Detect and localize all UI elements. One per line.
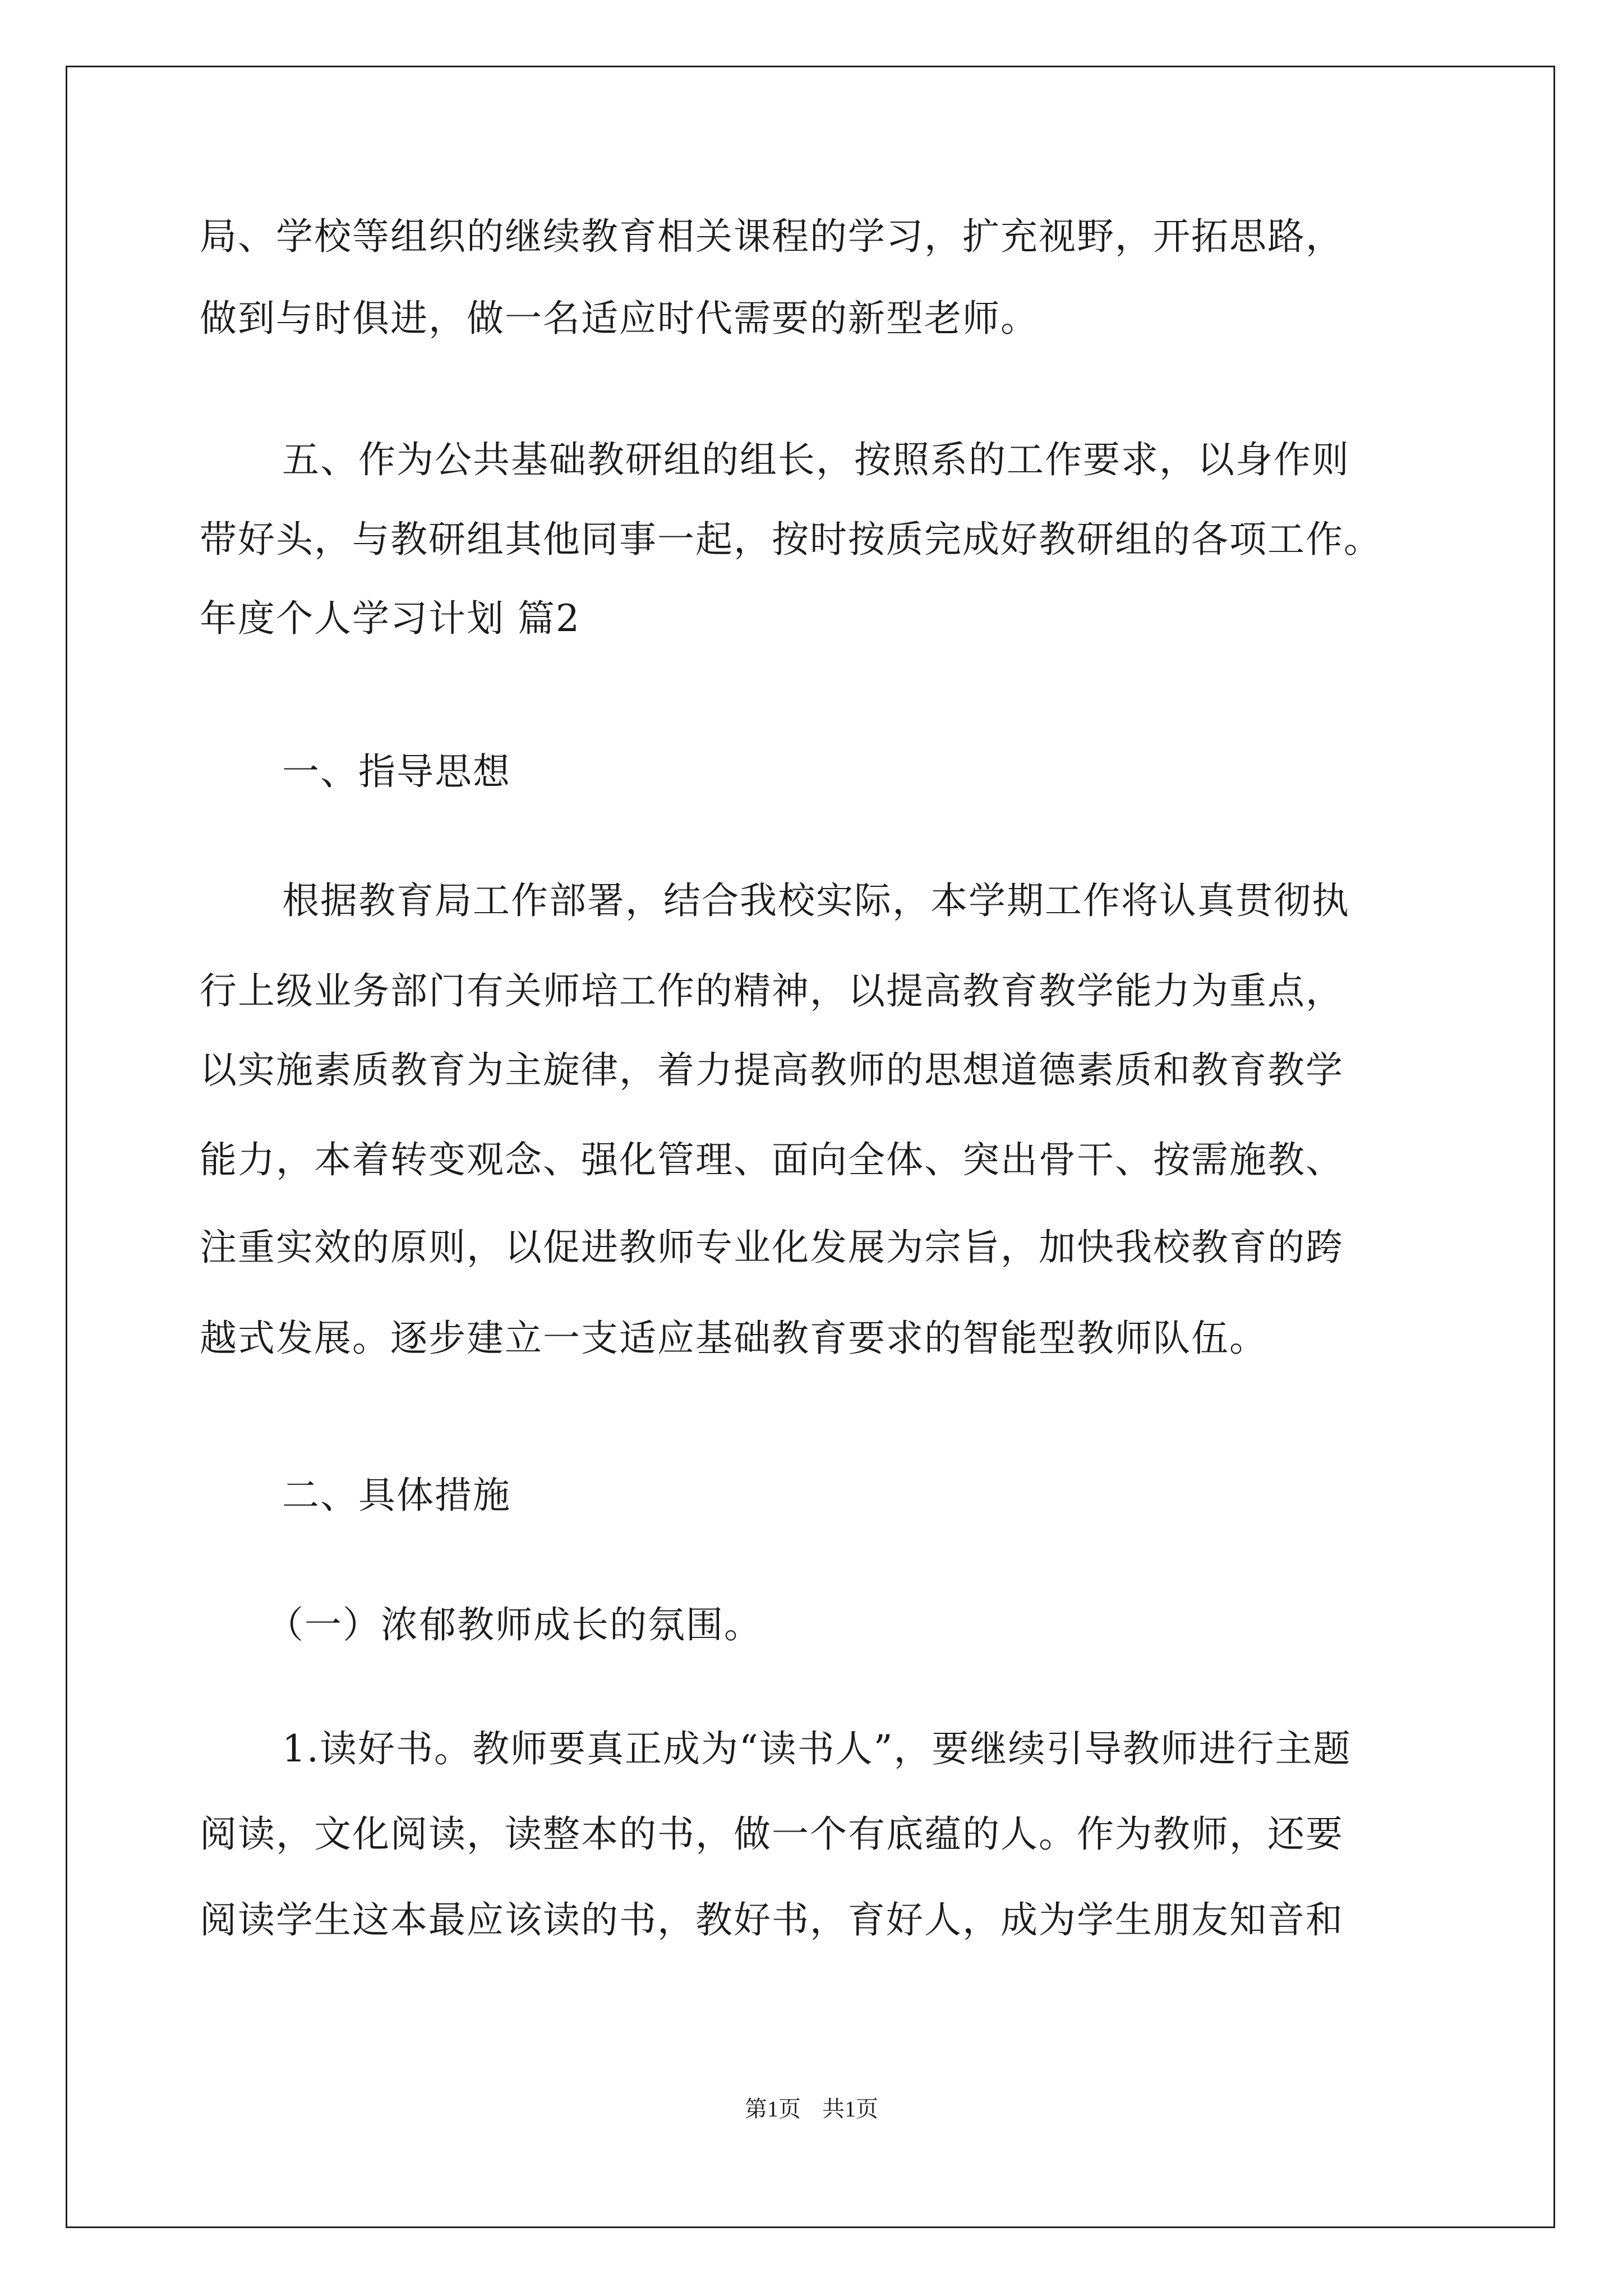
subheading: （一）浓郁教师成长的氛围。 (266, 1603, 762, 1646)
text-line: 做到与时俱进，做一名适应时代需要的新型老师。 (200, 297, 1039, 340)
text-line: 能力，本着转变观念、强化管理、面向全体、突出骨干、按需施教、 (200, 1138, 1344, 1181)
page-number: 第1页 (745, 2096, 801, 2122)
text-line: 阅读，文化阅读，读整本的书，做一个有底蕴的人。作为教师，还要 (200, 1812, 1344, 1856)
text-line: 根据教育局工作部署，结合我校实际，本学期工作将认真贯彻执 (282, 879, 1350, 922)
text-line: 注重实效的原则，以促进教师专业化发展为宗旨，加快我校教育的跨 (200, 1226, 1344, 1269)
page-footer (0, 2095, 1623, 2123)
text-line: 越式发展。逐步建立一支适应基础教育要求的智能型教师队伍。 (200, 1317, 1267, 1360)
subheading: 二、具体措施 (282, 1474, 511, 1517)
text-line: 五、作为公共基础教研组的组长，按照系的工作要求，以身作则 (282, 438, 1350, 481)
text-line: 带好头，与教研组其他同事一起，按时按质完成好教研组的各项工作。 (200, 518, 1382, 561)
text-line: 以实施素质教育为主旋律，着力提高教师的思想道德素质和教育教学 (200, 1048, 1344, 1092)
text-line: 局、学校等组织的继续教育相关课程的学习，扩充视野，开拓思路， (200, 215, 1344, 258)
section-heading: 年度个人学习计划 篇2 (200, 597, 580, 640)
page-total: 共1页 (822, 2096, 878, 2122)
subheading: 一、指导思想 (282, 750, 511, 793)
text-line: 阅读学生这本最应该读的书，教好书，育好人，成为学生朋友知音和 (200, 1898, 1344, 1941)
text-line: 行上级业务部门有关师培工作的精神，以提高教育教学能力为重点， (200, 969, 1344, 1013)
text-line: 1.读好书。教师要真正成为“读书人”，要继续引导教师进行主题 (282, 1727, 1352, 1770)
